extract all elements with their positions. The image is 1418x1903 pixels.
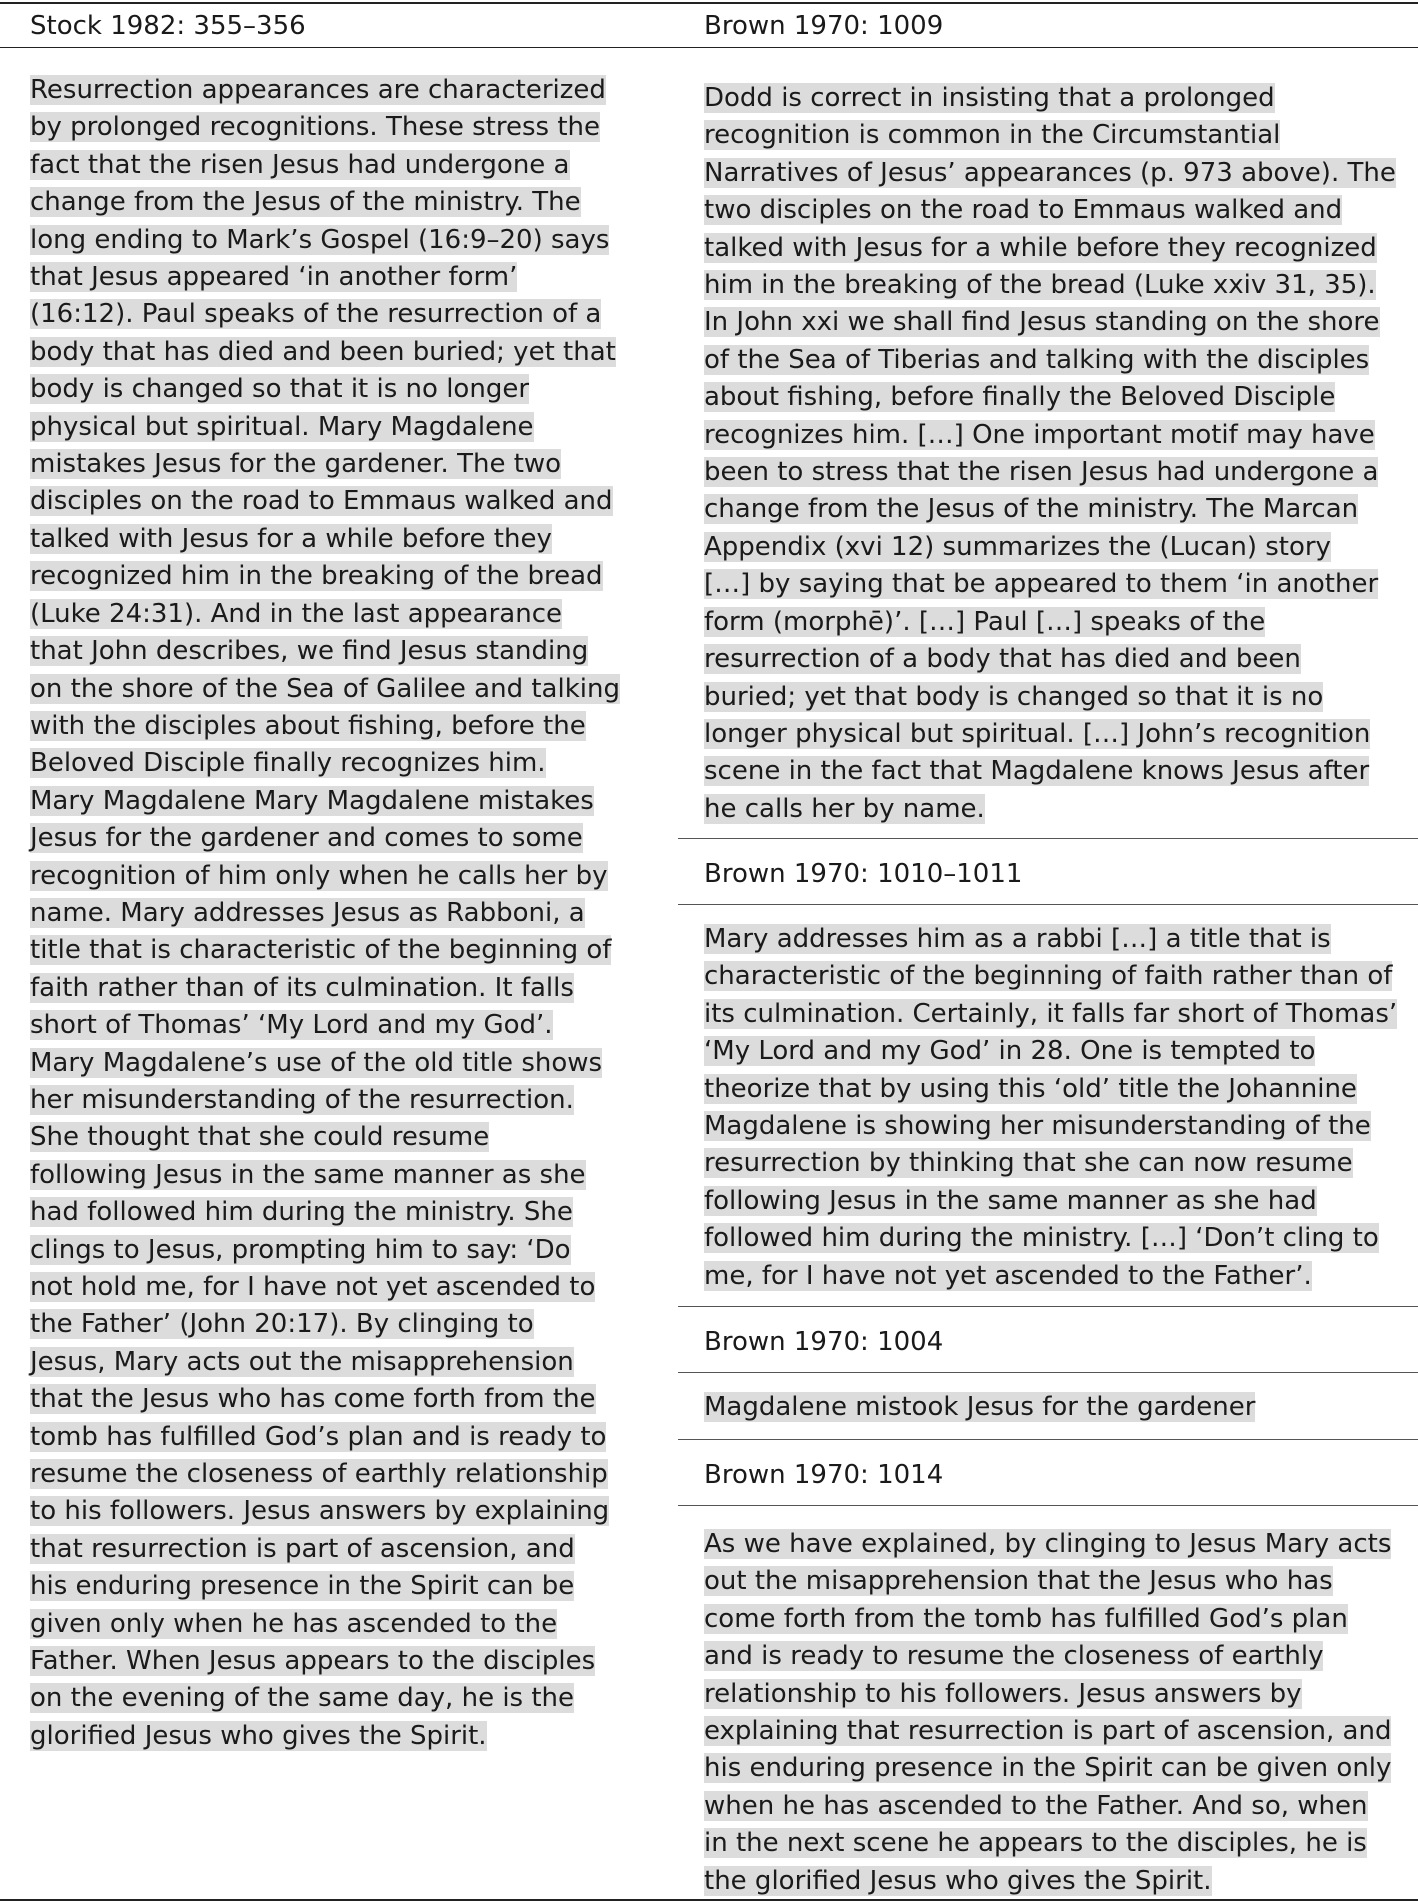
highlighted-text: glorified Jesus who gives the Spirit. [30,1720,487,1751]
highlighted-text: talked with Jesus for a while before they [30,523,552,554]
highlighted-text: Dodd is correct in insisting that a prolonged [704,83,1275,113]
highlighted-text: Mary addresses him as a rabbi […] a title that is [704,924,1331,954]
text-line [704,1601,1394,1638]
highlighted-text: that the Jesus who has come forth from the [30,1384,596,1415]
text-line [30,147,630,184]
highlighted-text: […] by saying that be appeared to them ‘in another [704,569,1379,600]
text-line [30,858,630,895]
highlighted-text: (Luke 24:31). And in the last appearance [30,598,562,629]
text-line [704,304,1394,341]
right-divider-4 [678,1372,1418,1373]
text-line [30,446,630,483]
highlighted-text: Jesus for the gardener and comes to some [30,823,583,854]
highlighted-text: his enduring presence in the Spirit can be [30,1571,575,1602]
text-line [30,820,630,857]
text-line [30,671,630,708]
highlighted-text: talked with Jesus for a while before they recognized [704,232,1377,263]
text-line [704,996,1398,1033]
highlighted-text: change from the Jesus of the ministry. The [30,187,581,218]
text-line [30,1606,630,1643]
text-line [30,1045,630,1082]
highlighted-text: his enduring presence in the Spirit can be given only [704,1753,1392,1784]
text-line [30,895,630,932]
highlighted-text: following Jesus in the same manner as she [30,1159,586,1190]
text-line [704,1750,1394,1787]
text-line [30,1493,630,1530]
highlighted-text: disciples on the road to Emmaus walked and [30,486,613,517]
text-line [30,596,630,633]
text-line [30,1680,630,1717]
text-line [704,958,1394,995]
text-line [30,1157,630,1194]
highlighted-text: Jesus, Mary acts out the misapprehension [30,1346,574,1377]
text-line [704,1563,1394,1600]
text-line [704,641,1394,678]
text-line [30,1232,630,1269]
highlighted-text: following Jesus in the same manner as she had [704,1185,1317,1216]
highlighted-text: on the evening of the same day, he is the [30,1683,575,1714]
text-line [704,1183,1394,1220]
highlighted-text: (16:12). Paul speaks of the resurrection of a [30,299,602,330]
highlighted-text: out the misapprehension that the Jesus who has [704,1566,1333,1597]
text-line [704,155,1394,192]
text-line [704,454,1394,491]
highlighted-text: theorize that by using this ‘old’ title the Johannine [704,1073,1357,1104]
right-column-header-4: Brown 1970: 1014 [704,1460,944,1490]
highlighted-text: given only when he has ascended to the [30,1608,558,1639]
text-line [704,1071,1394,1108]
highlighted-text: and is ready to resume the closeness of earthly [704,1641,1324,1672]
text-line [30,708,630,745]
highlighted-text: body that has died and been buried; yet that [30,336,616,367]
right-passage-3 [704,1389,1394,1426]
right-passage-4 [704,1526,1394,1900]
highlighted-text: that Jesus appeared ‘in another form’ [30,262,518,293]
highlighted-text: to his followers. Jesus answers by explaining [30,1496,610,1527]
text-line [704,342,1394,379]
highlighted-text: recognized him in the breaking of the bread [30,561,603,592]
text-line [704,80,1394,117]
text-line [704,1676,1394,1713]
right-divider-5 [678,1439,1418,1440]
text-line [704,192,1394,229]
highlighted-text: buried; yet that body is changed so that it is no [704,681,1324,712]
highlighted-text: not hold me, for I have not yet ascended to [30,1272,596,1302]
highlighted-text: faith rather than of its culmination. It falls [30,972,574,1003]
text-line [704,1863,1394,1900]
right-passage-1 [704,80,1394,828]
text-line [30,109,630,146]
right-column-header-2: Brown 1970: 1010–1011 [704,859,1023,889]
highlighted-text: She thought that she could resume [30,1122,490,1153]
text-line [704,1713,1394,1750]
highlighted-text: the Father’ (John 20:17). By clinging to [30,1309,534,1340]
highlighted-text: the glorified Jesus who gives the Spirit. [704,1865,1212,1896]
highlighted-text: recognition of him only when he calls her by [30,860,608,891]
highlighted-text: when he has ascended to the Father. And so, when [704,1790,1368,1821]
highlighted-text: recognizes him. […] One important motif may have [704,419,1375,450]
text-line [704,1145,1394,1182]
highlighted-text: by prolonged recognitions. These stress the [30,112,601,143]
table-top-rule [0,2,1418,4]
text-line [704,1220,1394,1257]
highlighted-text: clings to Jesus, prompting him to say: ‘Do [30,1234,571,1265]
highlighted-text: with the disciples about fishing, before the [30,710,586,741]
left-column-header: Stock 1982: 355–356 [30,11,306,41]
highlighted-text: come forth from the tomb has fulfilled God’s plan [704,1603,1348,1634]
highlighted-text: Narratives of Jesus’ appearances (p. 973 above). The [704,157,1396,188]
highlighted-text: Mary Magdalene’s use of the old title shows [30,1047,603,1078]
text-line [30,296,630,333]
text-line [704,267,1394,304]
highlighted-text: recognition is common in the Circumstantial [704,120,1281,151]
highlighted-text: scene in the fact that Magdalene knows Jesus after [704,756,1370,787]
highlighted-text: on the shore of the Sea of Galilee and talking [30,673,620,704]
text-line [30,1082,630,1119]
text-line [30,222,630,259]
text-line [704,1258,1394,1295]
text-line [30,1718,630,1755]
text-line [30,633,630,670]
text-line [30,371,630,408]
highlighted-text: Beloved Disciple finally recognizes him. [30,748,546,779]
text-line [30,483,630,520]
highlighted-text: that John describes, we find Jesus standing [30,636,589,667]
highlighted-text: Magdalene mistook Jesus for the gardener [704,1392,1256,1422]
text-line [30,1269,630,1306]
highlighted-text: title that is characteristic of the beginning of [30,935,612,966]
text-line [30,1381,630,1418]
highlighted-text: its culmination. Certainly, it falls far short of Thomas’ [704,998,1398,1029]
text-line [704,1526,1394,1563]
text-line [704,1788,1394,1825]
highlighted-text: body is changed so that it is no longer [30,374,530,405]
right-column-header-3: Brown 1970: 1004 [704,1327,944,1357]
text-line [704,1389,1394,1426]
text-line [704,1108,1394,1145]
highlighted-text: about fishing, before finally the Beloved Disciple [704,382,1336,413]
highlighted-text: long ending to Mark’s Gospel (16:9–20) says [30,224,610,255]
right-passage-2 [704,921,1398,1295]
highlighted-text: Appendix (xvi 12) summarizes the (Lucan) story [704,531,1331,562]
text-line [30,1643,630,1680]
text-line [30,1306,630,1343]
highlighted-text: In John xxi we shall find Jesus standing on the shore [704,307,1380,338]
text-line [704,379,1394,416]
highlighted-text: tomb has fulfilled God’s plan and is ready to [30,1421,607,1452]
text-line [30,72,630,109]
highlighted-text: of the Sea of Tiberias and talking with the disciples [704,344,1370,375]
highlighted-text: been to stress that the risen Jesus had undergone a [704,457,1379,488]
right-divider-3 [678,1306,1418,1307]
text-line [704,716,1394,753]
text-line [704,230,1394,267]
text-line [704,604,1394,641]
text-line [30,184,630,221]
highlighted-text: Magdalene is showing her misunderstanding of the [704,1111,1371,1142]
highlighted-text: in the next scene he appears to the disciples, he is [704,1828,1367,1859]
highlighted-text: me, for I have not yet ascended to the Father’. [704,1260,1312,1291]
highlighted-text: resurrection by thinking that she can now resume [704,1148,1353,1179]
text-line [704,1638,1394,1675]
text-line [30,409,630,446]
text-line [30,1531,630,1568]
text-line [30,1119,630,1156]
text-line [30,259,630,296]
text-line [30,783,630,820]
highlighted-text: her misunderstanding of the resurrection. [30,1084,574,1115]
left-column-text [30,72,630,1755]
highlighted-text: explaining that resurrection is part of ascension, and [704,1716,1392,1747]
highlighted-text: fact that the risen Jesus had undergone a [30,149,570,180]
text-line [704,1033,1394,1070]
highlighted-text: physical but spiritual. Mary Magdalene [30,411,534,442]
text-line [30,970,630,1007]
highlighted-text: resurrection of a body that has died and been [704,644,1301,675]
table-bottom-rule [0,1899,1418,1901]
text-line [704,679,1394,716]
highlighted-text: longer physical but spiritual. […] John’s recognition [704,718,1371,749]
text-line [30,1568,630,1605]
text-line [30,1419,630,1456]
highlighted-text: ‘My Lord and my God’ in 28. One is tempted to [704,1036,1316,1067]
highlighted-text: followed him during the ministry. […] ‘Don’t cling to [704,1223,1379,1254]
text-line [30,1344,630,1381]
text-line [704,753,1394,790]
highlighted-text: him in the breaking of the bread (Luke xxiv 31, 35). [704,270,1376,301]
header-rule [0,47,1418,48]
right-divider-6 [678,1505,1418,1506]
highlighted-text: characteristic of the beginning of faith rather than of [704,961,1393,992]
highlighted-text: Father. When Jesus appears to the disciples [30,1646,596,1677]
highlighted-text: short of Thomas’ ‘My Lord and my God’. [30,1010,553,1041]
highlighted-text: form (morphē)’. […] Paul […] speaks of the [704,606,1266,637]
highlighted-text: that resurrection is part of ascension, and [30,1533,575,1564]
text-line [30,932,630,969]
highlighted-text: relationship to his followers. Jesus answers by [704,1678,1302,1709]
right-divider-2 [678,904,1418,905]
right-divider-1 [678,838,1418,839]
text-line [30,1456,630,1493]
text-line [704,529,1394,566]
text-line [704,1825,1394,1862]
highlighted-text: As we have explained, by clinging to Jesus Mary acts [704,1529,1392,1559]
highlighted-text: mistakes Jesus for the gardener. The two [30,449,562,480]
text-line [704,921,1394,958]
highlighted-text: resume the closeness of earthly relationship [30,1459,608,1490]
highlighted-text: two disciples on the road to Emmaus walked and [704,195,1343,226]
text-line [30,745,630,782]
text-line [704,417,1394,454]
text-line [30,1194,630,1231]
highlighted-text: he calls her by name. [704,793,985,824]
text-line [30,521,630,558]
text-line [704,117,1394,154]
text-line [704,791,1394,828]
highlighted-text: had followed him during the ministry. She [30,1197,573,1228]
highlighted-text: name. Mary addresses Jesus as Rabboni, a [30,897,585,928]
text-line [30,334,630,371]
highlighted-text: change from the Jesus of the ministry. The Marcan [704,494,1359,525]
highlighted-text: Mary Magdalene Mary Magdalene mistakes [30,785,594,816]
text-line [30,1007,630,1044]
highlighted-text: Resurrection appearances are characterized [30,75,606,105]
text-line [704,491,1394,528]
text-line [30,558,630,595]
text-line [704,566,1394,603]
right-column-header-1: Brown 1970: 1009 [704,11,944,41]
